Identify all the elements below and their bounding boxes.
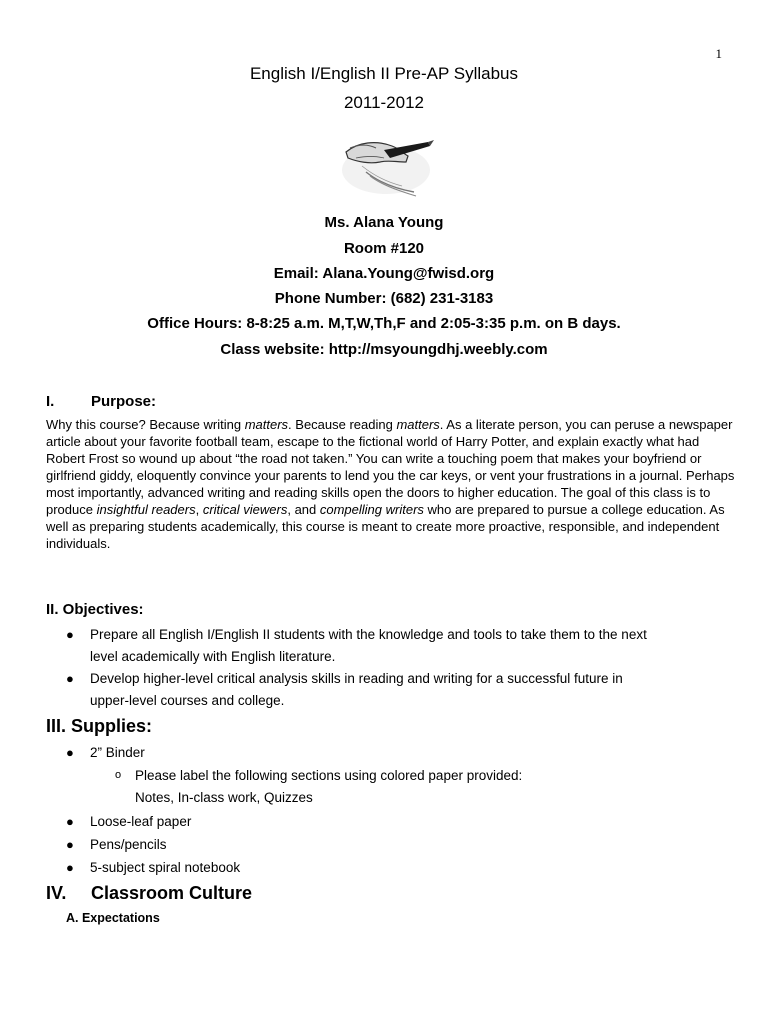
objective-line: upper-level courses and college. <box>90 693 285 708</box>
culture-heading <box>46 883 252 904</box>
culture-title: Classroom Culture <box>91 883 253 903</box>
objective-item <box>66 624 730 668</box>
supply-item <box>66 857 241 879</box>
bullet-icon: ● <box>66 745 74 760</box>
document-title: English I/English II Pre-AP Syllabus <box>249 64 519 83</box>
emphasis-text: critical viewers <box>202 502 288 517</box>
supply-item <box>66 742 145 764</box>
paragraph-text: . As a literate person, you can peruse a newspaper article about your favorite football team, escape to the fictional world of Harry Potter, and explain exactly what had Robert Frost so wound up about “the road not taken.” You can write a touching poem that makes your boyfriend or girlfriend giddy, eloquently convince your parents to lend you the car keys, or vent your frustrations in a journal. Perhaps most importantly, advanced writing and reading skills open the doors to higher education. The goal of this class is to produce <box>46 417 735 517</box>
emphasis-text: compelling writers <box>319 502 424 517</box>
supply-item <box>66 834 167 856</box>
bullet-icon: ● <box>66 814 74 829</box>
school-year: 2011-2012 <box>343 93 425 112</box>
supplies-heading: III. Supplies: <box>46 716 153 736</box>
phone-line: Phone Number: (682) 231-3183 <box>274 290 494 307</box>
purpose-paragraph <box>46 416 736 552</box>
room-number: Room #120 <box>343 240 425 257</box>
objective-line: level academically with English literature. <box>90 649 336 664</box>
paragraph-text: Why this course? Because writing <box>46 417 245 432</box>
paragraph-text: , and <box>287 502 320 517</box>
office-hours: Office Hours: 8-8:25 a.m. M,T,W,Th,F and 2:05-3:35 p.m. on B days. <box>147 315 621 332</box>
supply-item <box>66 811 192 833</box>
supply-label: 5-subject spiral notebook <box>90 860 241 875</box>
hand-writing-with-pen-icon <box>336 132 436 200</box>
circle-bullet-icon: o <box>115 769 122 781</box>
paragraph-text: . Because reading <box>288 417 397 432</box>
emphasis-text: insightful readers <box>96 502 196 517</box>
class-website: Class website: http://msyoungdhj.weebly.com <box>220 341 548 358</box>
purpose-numeral: I. <box>46 393 55 410</box>
bullet-icon: ● <box>66 860 74 875</box>
emphasis-text: matters <box>244 417 289 432</box>
binder-sections: Notes, In-class work, Quizzes <box>135 790 313 805</box>
email-line: Email: Alana.Young@fwisd.org <box>273 265 495 282</box>
emphasis-text: matters <box>396 417 440 432</box>
purpose-heading <box>46 393 156 410</box>
supply-subitem <box>115 765 735 809</box>
objective-line: Develop higher-level critical analysis skills in reading and writing for a successful future in <box>90 671 623 686</box>
purpose-title: Purpose: <box>91 393 157 410</box>
bullet-icon: ● <box>66 627 74 642</box>
teacher-name: Ms. Alana Young <box>324 214 444 231</box>
bullet-icon: ● <box>66 837 74 852</box>
supply-label: Pens/pencils <box>90 837 167 852</box>
supply-label: Loose-leaf paper <box>90 814 192 829</box>
page-number: 1 <box>715 46 722 61</box>
bullet-icon: ● <box>66 671 74 686</box>
culture-numeral: IV. <box>46 883 67 903</box>
paragraph-text: who are prepared to pursue a college education. As well as preparing students academically, this course is meant to create more proactive, responsible, and independent individuals. <box>46 502 725 551</box>
supply-binder: 2” Binder <box>90 745 145 760</box>
objectives-heading: II. Objectives: <box>46 601 144 618</box>
expectations-subheading: A. Expectations <box>66 911 160 925</box>
objective-line: Prepare all English I/English II students with the knowledge and tools to take them to the next <box>90 627 647 642</box>
binder-instruction: Please label the following sections using colored paper provided: <box>135 768 523 783</box>
objective-item <box>66 668 730 712</box>
paragraph-text: , <box>195 502 203 517</box>
